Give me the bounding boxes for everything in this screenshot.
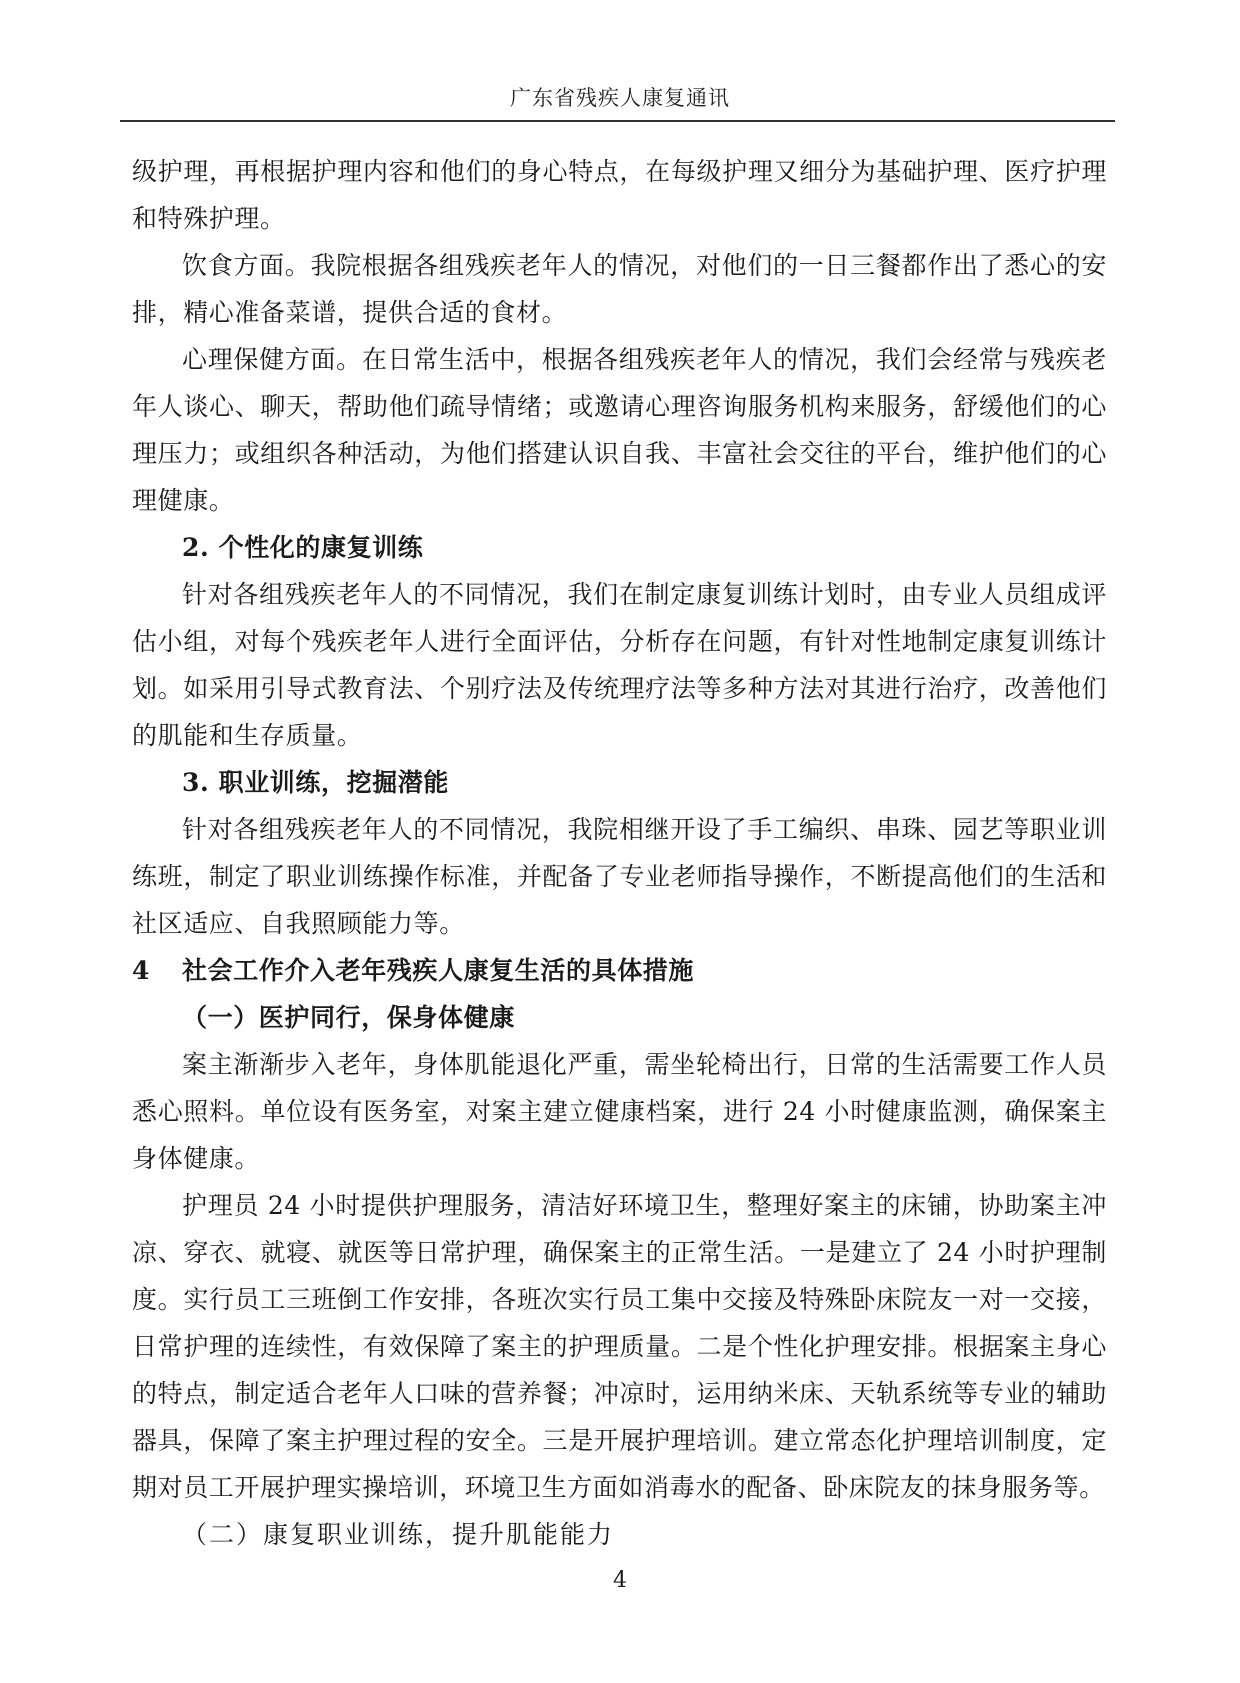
paragraph: 护理员 24 小时提供护理服务，清洁好环境卫生，整理好案主的床铺，协助案主冲凉、穿衣、就寝、就医等日常护理，确保案主的正常生活。一是建立了 24 小时护理制度。实行员工三班倒工作安排，各班次实行员工集中交接及特殊卧床院友一对一交接，日常护理的连续性，有效保障了案主的护理质量。二是个性化护理安排。根据案主身心的特点，制定适合老年人口味的营养餐；冲凉时，运用纳米床、天轨系统等专业的辅助器具，保障了案主护理过程的安全。三是开展护理培训。建立常态化护理培训制度，定期对员工开展护理实操培训，环境卫生方面如消毒水的配备、卧床院友的抹身服务等。 [132,1191,1107,1502]
subsection-heading: （一）医护同行，保身体健康 [182,1003,515,1032]
paragraph: 针对各组残疾老年人的不同情况，我院相继开设了手工编织、串珠、园艺等职业训练班，制定了职业训练操作标准，并配备了专业老师指导操作，不断提高他们的生活和社区适应、自我照顾能力等。 [132,815,1107,938]
paragraph: 饮食方面。我院根据各组残疾老年人的情况，对他们的一日三餐都作出了悉心的安排，精心准备菜谱，提供合适的食材。 [132,251,1107,327]
paragraph: 针对各组残疾老年人的不同情况，我们在制定康复训练计划时，由专业人员组成评估小组，对每个残疾老年人进行全面评估，分析存在问题，有针对性地制定康复训练计划。如采用引导式教育法、个别疗法及传统理疗法等多种方法对其进行治疗，改善他们的肌能和生存质量。 [132,580,1107,750]
running-header-title: 广东省残疾人康复通讯 [510,86,730,110]
document-body [132,148,1107,1558]
paragraph: 级护理，再根据护理内容和他们的身心特点，在每级护理又细分为基础护理、医疗护理和特殊护理。 [132,157,1107,233]
paragraph: 案主渐渐步入老年，身体肌能退化严重，需坐轮椅出行，日常的生活需要工作人员悉心照料。单位设有医务室，对案主建立健康档案，进行 24 小时健康监测，确保案主身体健康。 [132,1050,1107,1173]
paragraph: 心理保健方面。在日常生活中，根据各组残疾老年人的情况，我们会经常与残疾老年人谈心、聊天，帮助他们疏导情绪；或邀请心理咨询服务机构来服务，舒缓他们的心理压力；或组织各种活动，为他们搭建认识自我、丰富社会交往的平台，维护他们的心理健康。 [132,345,1107,515]
subsection-heading: （二）康复职业训练，提升肌能能力 [182,1520,615,1549]
header-divider [120,120,1115,122]
section-heading [132,947,1107,994]
section-number: 4 [132,956,150,985]
subsection-heading: 3. 职业训练，挖掘潜能 [182,768,450,797]
section-title: 社会工作介入老年残疾人康复生活的具体措施 [182,956,695,985]
subsection-heading: 2. 个性化的康复训练 [182,533,424,562]
page-number: 4 [613,1568,627,1593]
